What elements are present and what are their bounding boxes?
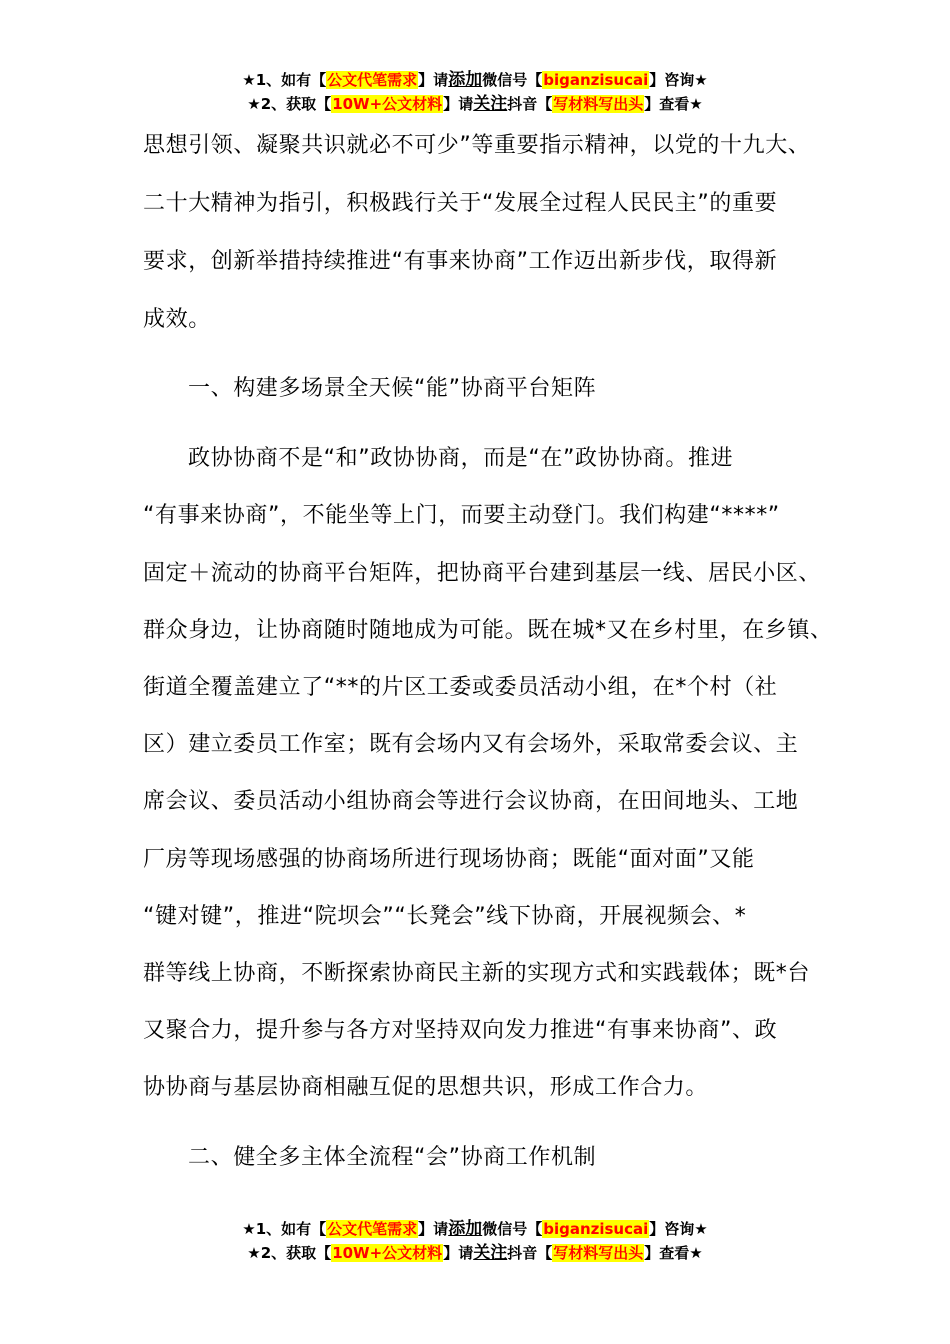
paragraph-first-line: 政协协商不是“和”政协协商，而是“在”政协协商。推进 bbox=[188, 446, 734, 471]
banner-emphasis: 关注 bbox=[473, 1243, 508, 1263]
text-line: 要求，创新举措持续推进“有事来协商”工作迈出新步伐，取得新 bbox=[143, 249, 778, 274]
highlight-wechat-id: biganzisucai bbox=[543, 1220, 649, 1238]
text-line: 固定＋流动的协商平台矩阵，把协商平台建到基层一线、居民小区、 bbox=[143, 561, 822, 586]
banner-line-1 bbox=[0, 1217, 950, 1241]
banner-text: 】咨询★ bbox=[649, 1220, 708, 1238]
highlight-service: 公文代笔需求 bbox=[327, 71, 418, 89]
text-line: 区）建立委员工作室；既有会场内又有会场外，采取常委会议、主 bbox=[143, 732, 799, 757]
banner-text: 】查看★ bbox=[644, 95, 703, 113]
banner-emphasis: 添加 bbox=[448, 1219, 483, 1239]
text-line: 又聚合力，提升参与各方对坚持双向发力推进“有事来协商”、政 bbox=[143, 1018, 778, 1043]
banner-emphasis: 关注 bbox=[473, 94, 508, 114]
banner-text: ★2、获取【 bbox=[247, 1244, 332, 1262]
text-line: 席会议、委员活动小组协商会等进行会议协商，在田间地头、工地 bbox=[143, 789, 799, 814]
text-line: 群众身边，让协商随时随地成为可能。既在城*又在乡村里，在乡镇、 bbox=[143, 618, 833, 643]
banner-emphasis: 添加 bbox=[448, 70, 483, 90]
banner-text: ★2、获取【 bbox=[247, 95, 332, 113]
section-heading: 二、健全多主体全流程“会”协商工作机制 bbox=[188, 1145, 597, 1170]
text-line: 街道全覆盖建立了“**的片区工委或委员活动小组，在*个村（社 bbox=[143, 675, 778, 700]
banner-line-2 bbox=[0, 1241, 950, 1265]
text-line: “有事来协商”，不能坐等上门，而要主动登门。我们构建“****” bbox=[143, 503, 780, 528]
banner-text: 】请 bbox=[443, 1244, 474, 1262]
banner-text: 】查看★ bbox=[644, 1244, 703, 1262]
banner-text: 微信号【 bbox=[482, 71, 543, 89]
highlight-materials: 10W+公文材料 bbox=[332, 1244, 443, 1262]
banner-text: 】咨询★ bbox=[649, 71, 708, 89]
banner-text: 】请 bbox=[418, 1220, 449, 1238]
text-line: 厂房等现场感强的协商场所进行现场协商；既能“面对面”又能 bbox=[143, 847, 755, 872]
banner-text: ★1、如有【 bbox=[242, 71, 327, 89]
highlight-materials: 10W+公文材料 bbox=[332, 95, 443, 113]
highlight-wechat-id: biganzisucai bbox=[543, 71, 649, 89]
document-body bbox=[143, 0, 833, 1344]
banner-text: 抖音【 bbox=[507, 95, 553, 113]
banner-text: 】请 bbox=[418, 71, 449, 89]
highlight-douyin: 写材料写出头 bbox=[553, 95, 644, 113]
banner-text: 微信号【 bbox=[482, 1220, 543, 1238]
highlight-douyin: 写材料写出头 bbox=[553, 1244, 644, 1262]
banner-text: ★1、如有【 bbox=[242, 1220, 327, 1238]
section-heading: 一、构建多场景全天候“能”协商平台矩阵 bbox=[188, 376, 597, 401]
banner-text: 抖音【 bbox=[507, 1244, 553, 1262]
footer-banner bbox=[0, 1217, 950, 1265]
text-line: 二十大精神为指引，积极践行关于“发展全过程人民民主”的重要 bbox=[143, 191, 778, 216]
text-line: 协协商与基层协商相融互促的思想共识，形成工作合力。 bbox=[143, 1075, 709, 1100]
text-line: 群等线上协商，不断探索协商民主新的实现方式和实践载体；既*台 bbox=[143, 961, 811, 986]
text-line: “键对键”，推进“院坝会”“长凳会”线下协商，开展视频会、* bbox=[143, 904, 747, 929]
text-line: 思想引领、凝聚共识就必不可少”等重要指示精神，以党的十九大、 bbox=[143, 133, 811, 158]
banner-text: 】请 bbox=[443, 95, 474, 113]
highlight-service: 公文代笔需求 bbox=[327, 1220, 418, 1238]
text-line: 成效。 bbox=[143, 307, 211, 332]
